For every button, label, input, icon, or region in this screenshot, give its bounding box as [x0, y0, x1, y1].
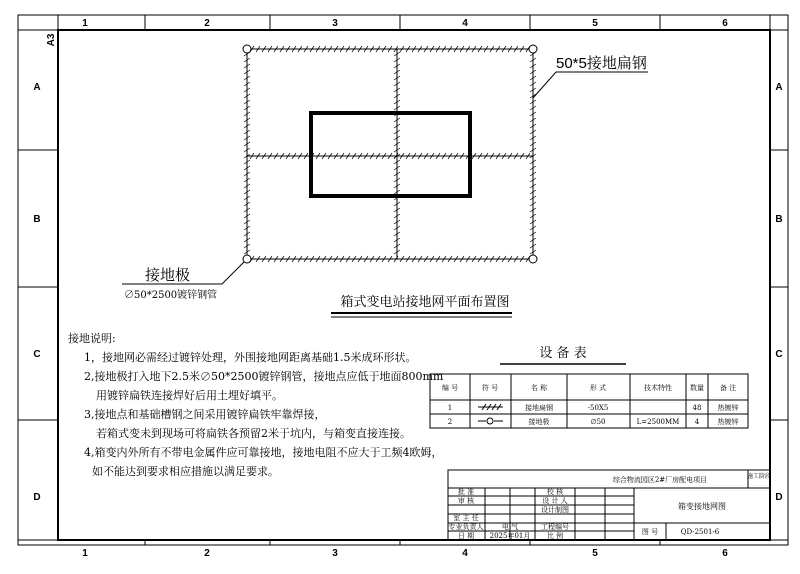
col-label-6-bottom: 6 [722, 548, 728, 559]
table-cell: 4 [694, 418, 700, 426]
table-cell: -50X5 [587, 404, 609, 412]
col-label-5: 5 [592, 18, 598, 29]
note-line-4: 3,接地点和基础槽钢之间采用镀锌扁铁牢靠焊接， [84, 408, 326, 421]
row-label-B: B [33, 214, 41, 225]
check-label-designer: 设 计 人 [542, 497, 568, 505]
drawing-title: 箱式变电站接地网平面布置图 [340, 295, 510, 310]
table-header-no: 编 号 [441, 384, 459, 392]
title-block [448, 470, 771, 540]
ground-rod-marker [529, 45, 537, 53]
discipline-value: 电 气 [501, 523, 519, 531]
note-line-1: 1，接地网必需经过镀锌处理，外围接地网距离基础1.5米成环形状。 [84, 351, 417, 364]
col-label-4: 4 [462, 18, 468, 29]
check-label-project-no: 工程编号 [541, 523, 569, 531]
table-cell: 热镀锌 [717, 418, 739, 426]
table-header-spec: 技术特性 [644, 384, 672, 392]
sign-label-director: 室 主 任 [453, 514, 479, 522]
sign-label-review: 审 核 [457, 497, 475, 505]
check-label-verify: 校 核 [546, 488, 564, 496]
note-line-2: 2,接地极打入地下2.5米∅50*2500镀锌钢管，接地点应低于地面800mm [84, 370, 444, 383]
equipment-table [430, 346, 748, 428]
flat-steel-leader [533, 72, 648, 98]
check-label-scale: 比 例 [546, 532, 564, 540]
drawing-no-value: QD-2501-6 [680, 528, 720, 536]
notes-heading: 接地说明: [68, 332, 116, 345]
equipment-table-title: 设 备 表 [539, 346, 587, 361]
col-label-2: 2 [204, 18, 210, 29]
flat-steel-label: 50*5接地扁钢 [556, 55, 647, 72]
note-line-5: 若箱式变未到现场可将扁铁各预留2米于坑内，与箱变直接连接。 [96, 427, 411, 440]
ground-rod-marker [243, 255, 251, 263]
drawing-name: 箱变接地网图 [678, 502, 726, 511]
table-cell: 接地极 [528, 418, 550, 426]
ground-rod-marker [243, 45, 251, 53]
table-header-type: 形 式 [589, 384, 607, 392]
row-label-D: D [33, 492, 41, 503]
table-cell: 2 [447, 418, 453, 426]
table-header-name: 名 称 [530, 384, 548, 392]
project-name: 综合物流园区2#厂房配电项目 [612, 476, 708, 484]
drawing-no-label: 图 号 [641, 528, 659, 536]
design-stage: 施工阶段 [746, 473, 772, 480]
note-line-6: 4,箱变内外所有不带电金属件应可靠接地，接地电阻不应大于工频4欧姆， [84, 446, 443, 459]
row-label-B-right: B [775, 214, 783, 225]
sign-label-approve: 批 准 [457, 488, 475, 496]
transformer-foundation [311, 113, 470, 196]
col-label-4-bottom: 4 [462, 548, 468, 559]
flat-steel-symbol [478, 404, 503, 410]
col-label-2-bottom: 2 [204, 548, 210, 559]
col-label-1: 1 [82, 18, 88, 29]
note-line-7: 如不能达到要求相应措施以满足要求。 [92, 465, 279, 478]
ground-rod-label: 接地极 [145, 267, 191, 284]
row-label-C: C [33, 349, 41, 360]
sheet-size-tag: A3 [46, 33, 57, 47]
table-cell: 1 [447, 404, 453, 412]
grounding-notes [68, 331, 444, 478]
row-label-A-right: A [775, 82, 783, 93]
table-cell: 热镀锌 [717, 404, 739, 412]
table-cell: 48 [692, 404, 702, 412]
col-label-5-bottom: 5 [592, 548, 598, 559]
table-header-remark: 备 注 [719, 384, 737, 392]
table-cell: ∅50 [590, 418, 606, 426]
ground-rod-spec: ∅50*2500镀锌钢管 [124, 290, 218, 301]
ground-rod-symbol [478, 418, 503, 424]
col-label-3: 3 [332, 18, 338, 29]
table-cell: 接地扁钢 [525, 404, 553, 412]
sign-label-date: 日 期 [457, 532, 475, 540]
table-cell: L=2500MM [636, 418, 680, 426]
col-label-3-bottom: 3 [332, 548, 338, 559]
check-label-drafter: 设计制图 [541, 506, 569, 514]
row-label-A: A [33, 82, 41, 93]
col-label-1-bottom: 1 [82, 548, 88, 559]
table-header-symbol: 符 号 [481, 384, 499, 392]
grounding-grid [243, 45, 537, 263]
note-line-3: 用镀锌扁铁连接焊好后用土埋好填平。 [96, 389, 283, 402]
flat-steel-hatch [244, 46, 536, 262]
row-label-C-right: C [775, 349, 783, 360]
ground-rod-marker [529, 255, 537, 263]
col-label-6: 6 [722, 18, 728, 29]
inner-frame [58, 30, 770, 540]
table-header-qty: 数量 [690, 384, 704, 392]
sign-label-lead: 专业负责人 [448, 523, 484, 531]
row-label-D-right: D [775, 492, 783, 503]
date-value: 2025年01月 [489, 532, 531, 540]
